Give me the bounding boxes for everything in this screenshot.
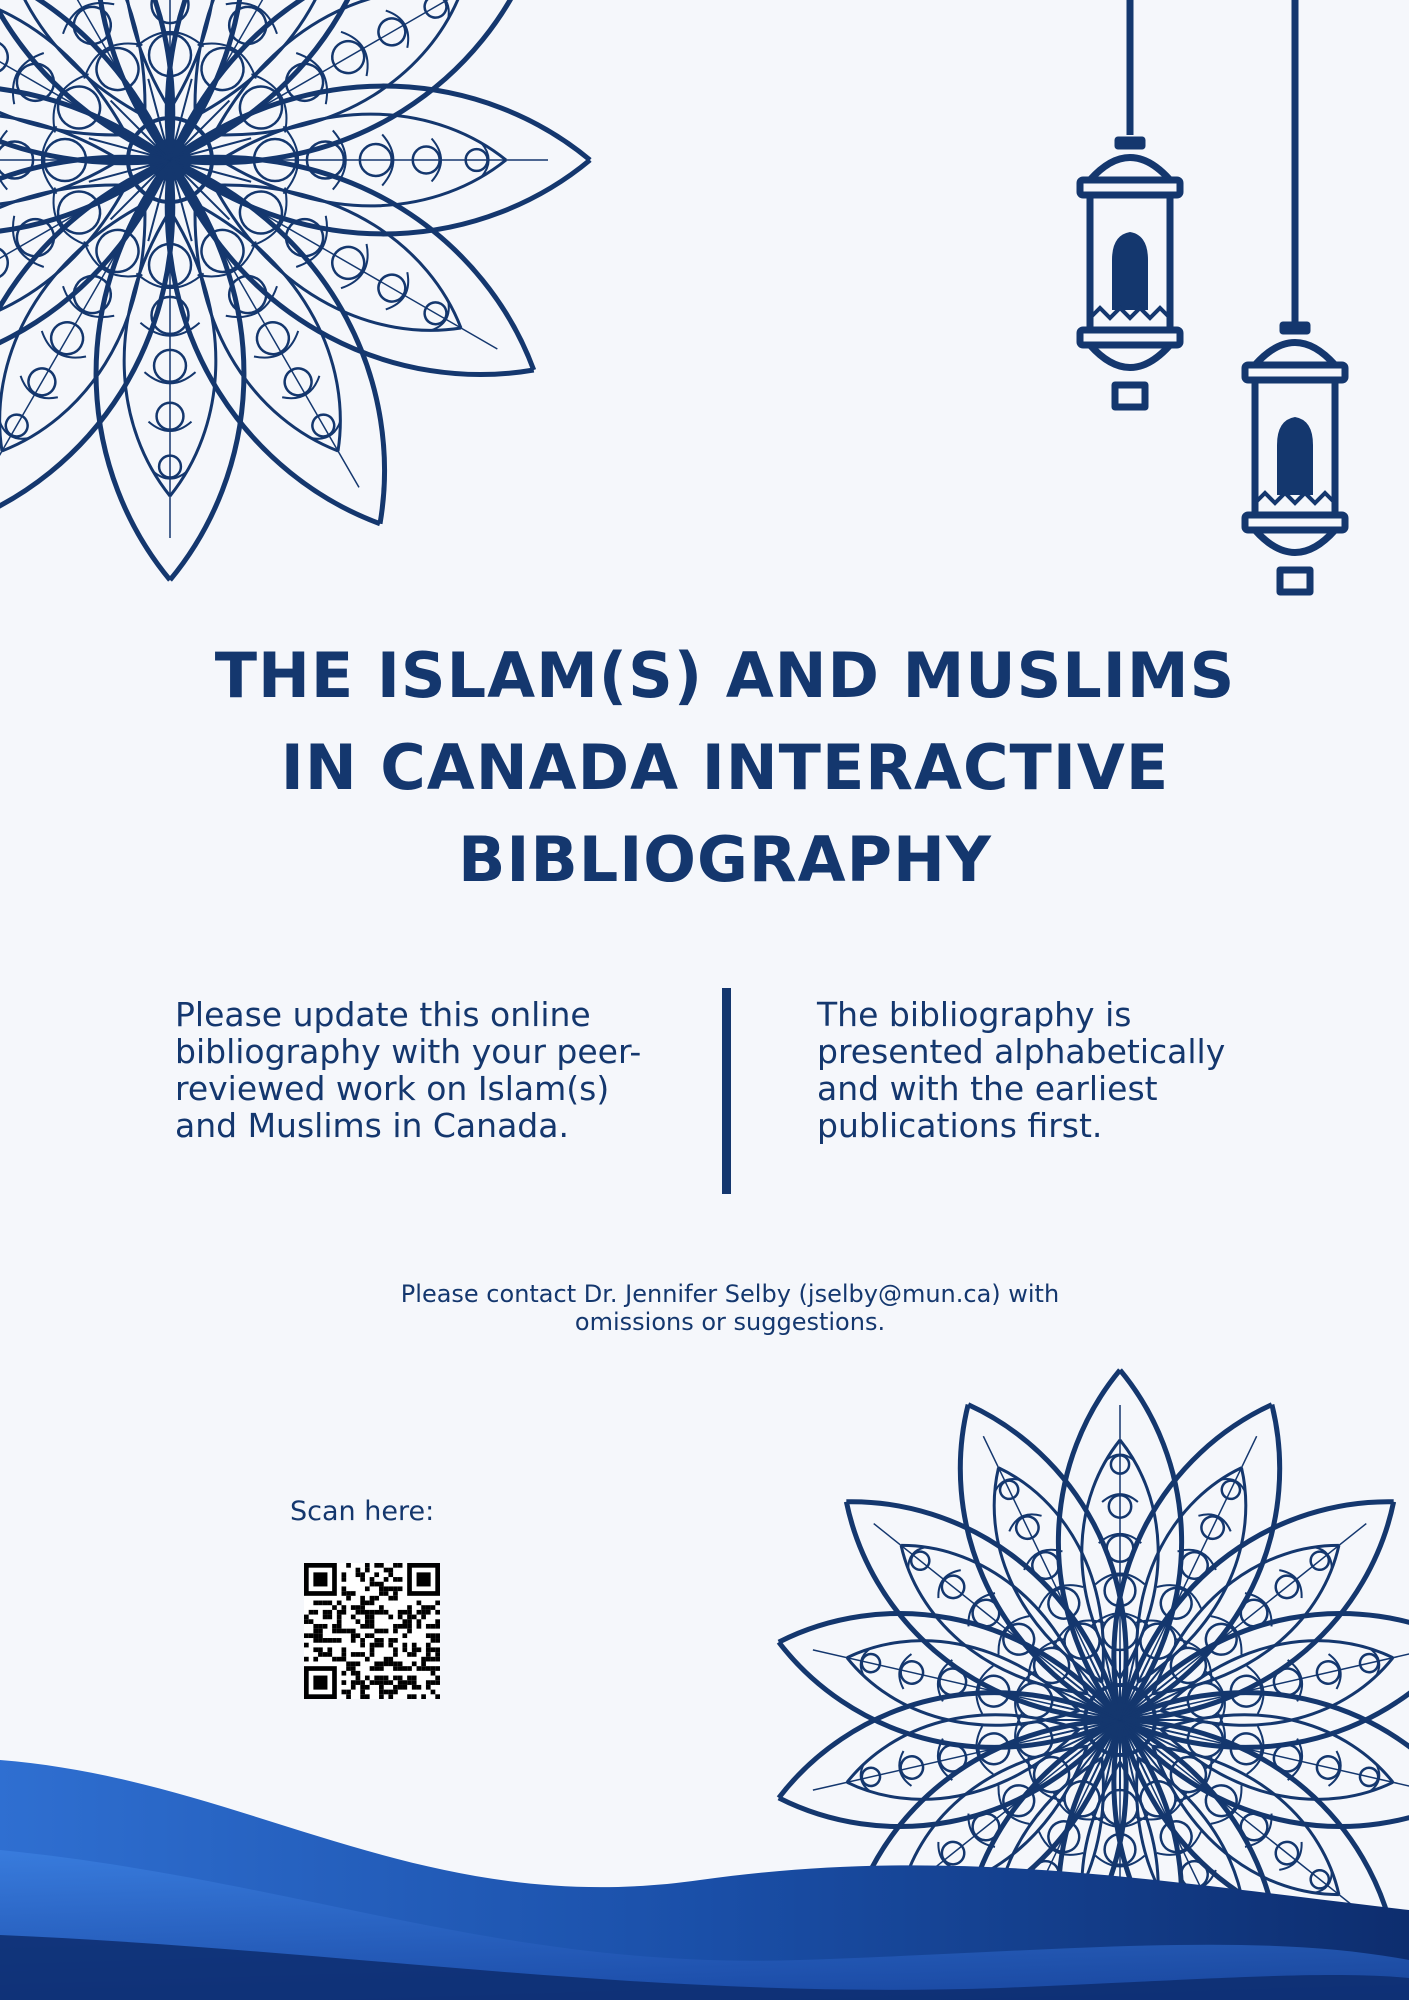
- hanging-lantern-icon: [1060, 0, 1200, 430]
- ordering-note-text: The bibliography is presented alphabetically and with the earliest publications first.: [817, 995, 1226, 1145]
- wave-decoration: [0, 1760, 1409, 2000]
- update-request-text: Please update this online bibliography with your peer-reviewed work on Islam(s) and Muslims in Canada.: [175, 995, 642, 1145]
- contact-text: [300, 1280, 1160, 1336]
- contact-line: Please contact Dr. Jennifer Selby (jselby@mun.ca) with: [400, 1280, 1060, 1308]
- hanging-lantern-icon: [1225, 0, 1365, 620]
- title-line: THE ISLAM(S) AND MUSLIMS: [214, 639, 1236, 712]
- mandala-top-icon: [0, 0, 600, 620]
- title-line: BIBLIOGRAPHY: [458, 823, 992, 896]
- qr-code-icon[interactable]: [304, 1563, 440, 1699]
- column-divider: [722, 988, 731, 1194]
- poster-title: [100, 630, 1350, 906]
- contact-line: omissions or suggestions.: [574, 1308, 886, 1336]
- scan-label: Scan here:: [290, 1496, 435, 1527]
- title-line: IN CANADA INTERACTIVE: [280, 731, 1170, 804]
